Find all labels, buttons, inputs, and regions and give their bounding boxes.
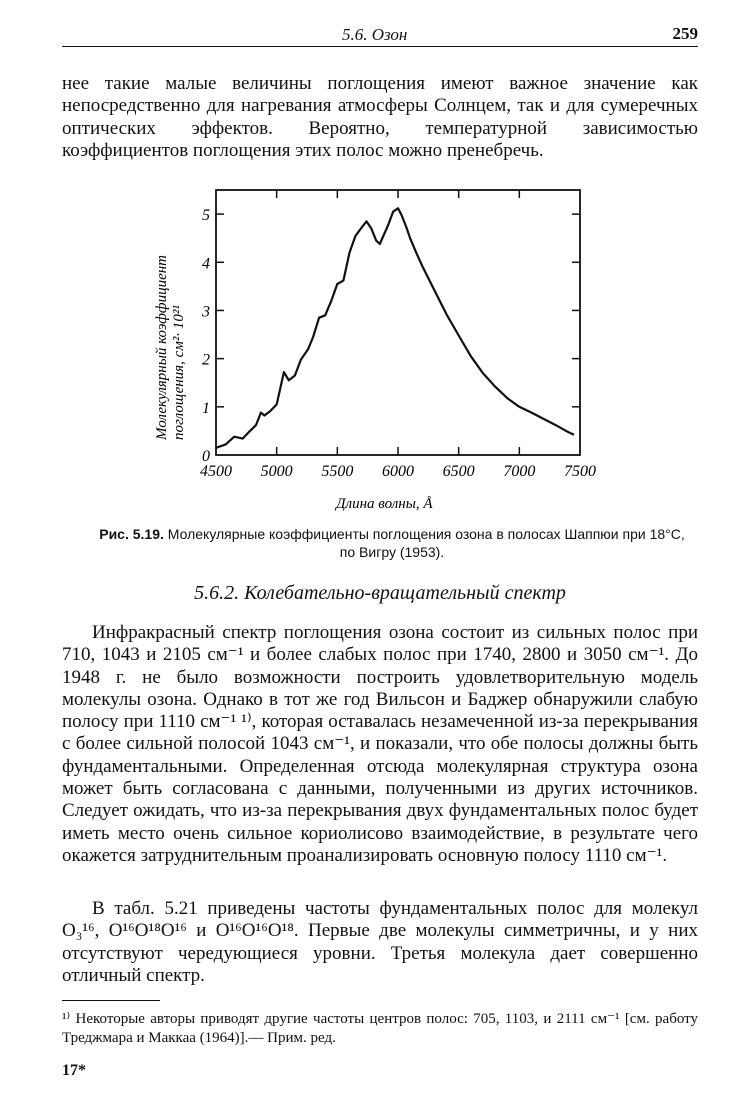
x-tick-label: 7500 (564, 463, 596, 480)
x-tick-label: 4500 (200, 463, 232, 480)
page-number: 259 (672, 24, 698, 43)
x-axis-label: Длина волны, Å (336, 496, 433, 512)
paragraph-table-ref: В табл. 5.21 приведены частоты фундаментальных полос для молекул O₃¹⁶, O¹⁶O¹⁸O¹⁶ и O¹⁶O¹⁶O¹⁸. Первые две молекулы симметричны, и у них отсутствуют чередующиеся уровни. Третья молекула дает совершенно отличный спектр. (62, 898, 698, 986)
x-tick-label: 7000 (503, 463, 536, 480)
y-tick-label: 3 (202, 303, 210, 321)
running-head (62, 24, 698, 47)
plot-frame (216, 190, 580, 455)
y-axis-label-line2: поглощения, см²· 10²¹ (171, 305, 187, 440)
paragraph-ir-spectrum: Инфракрасный спектр поглощения озона состоит из сильных полос при 710, 1043 и 2105 см⁻¹ и более слабых полос при 1740, 2800 и 3050 см⁻¹. До 1948 г. не было возможности построить удовлетворительную модель молекулы озона. Однако в тот же год Вильсон и Баджер обнаружили слабую полосу при 1110 см⁻¹ ¹⁾, которая оставалась незамеченной из-за перекрывания с более сильной полосой 1043 см⁻¹, и показали, что обе полосы должны быть фундаментальными. Определенная отсюда молекулярная структура озона может быть согласована с данными, полученными из других источников. Следует ожидать, что из-за перекрывания двух фундаментальных полос будет иметь место очень сильное кориолисово взаимодействие, в результате чего окажется затруднительным проанализировать основную полосу 1110 см⁻¹. (62, 622, 698, 866)
figure (150, 185, 620, 515)
section-title: 5.6. Озон (342, 25, 408, 44)
x-tick-label: 5000 (260, 463, 293, 480)
caption-label: Рис. 5.19. (99, 526, 164, 542)
y-tick-label: 2 (202, 351, 210, 369)
footnote-rule (62, 1000, 160, 1001)
subsection-title: 5.6.2. Колебательно-вращательный спектр (194, 582, 566, 604)
series-line (216, 208, 574, 447)
absorption-chart (150, 185, 620, 515)
x-tick-label: 6500 (442, 463, 475, 480)
figure-caption (92, 525, 692, 561)
y-axis-label-line1: Молекулярный коэффициент (154, 254, 170, 440)
footnote: ¹⁾ Некоторые авторы приводят другие частоты центров полос: 705, 1103, и 2111 см⁻¹ [см. работу Треджмара и Маккаа (1964)].— Прим. ред. (62, 1011, 698, 1046)
x-tick-label: 5500 (321, 463, 354, 480)
signature-mark: 17* (62, 1062, 86, 1079)
y-tick-label: 0 (202, 448, 210, 465)
y-tick-label: 4 (202, 255, 210, 273)
y-tick-label: 1 (202, 399, 210, 417)
y-tick-label: 5 (202, 207, 210, 225)
x-tick-label: 6000 (382, 463, 414, 480)
caption-text: Молекулярные коэффициенты поглощения озона в полосах Шаппюи при 18°C, по Вигру (1953). (167, 526, 685, 560)
paragraph-intro: нее такие малые величины поглощения имеют важное значение как непосредственно для нагревания атмосферы Солнцем, так и для сумеречных оптических эффектов. Вероятно, температурной зависимостью коэффициентов поглощения этих полос можно пренебречь. (62, 73, 698, 161)
